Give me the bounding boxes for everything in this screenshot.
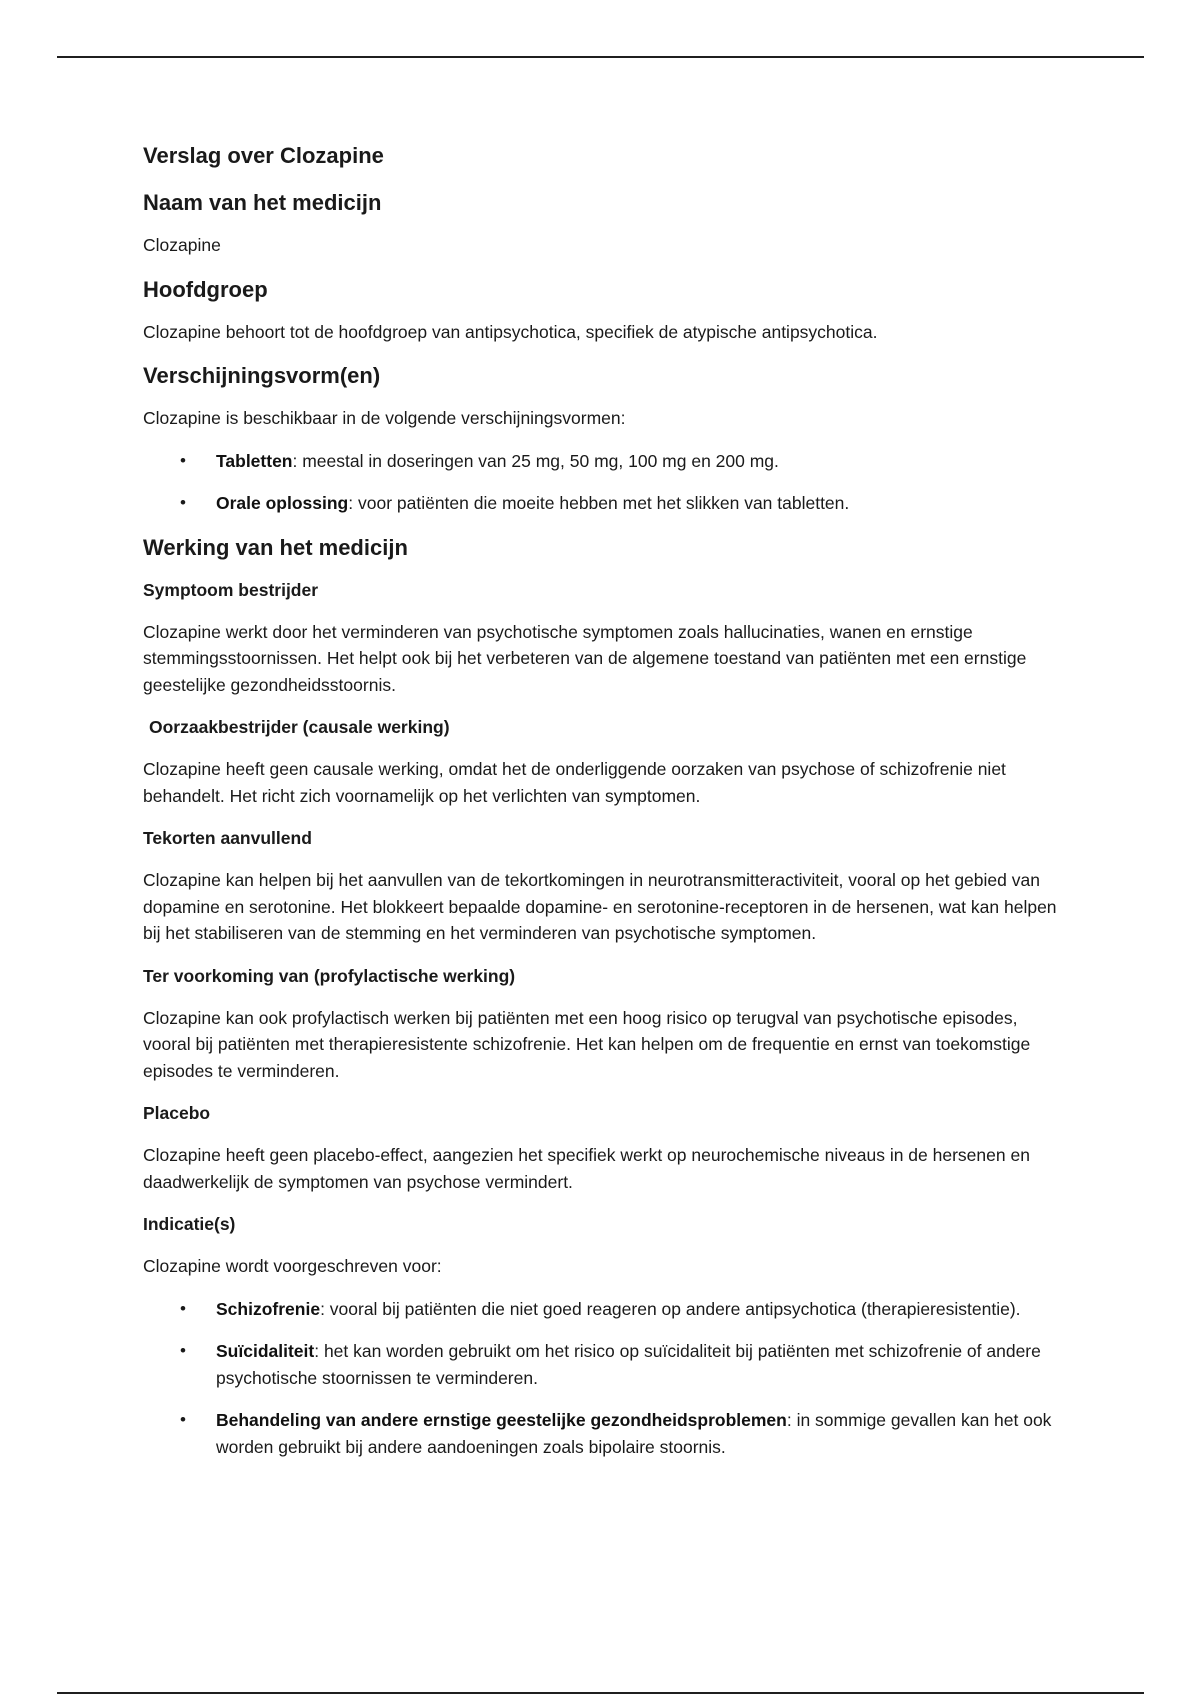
subheading-placebo: Placebo: [143, 1103, 211, 1123]
list-item-text: : meestal in doseringen van 25 mg, 50 mg, 100 mg en 200 mg.: [292, 450, 779, 471]
list-item: [143, 1407, 1063, 1460]
subheading-tekorten: Tekorten aanvullend: [143, 828, 312, 848]
list-item-term: Orale oplossing: [216, 493, 349, 513]
list-item-text: : het kan worden gebruikt om het risico op suïcidaliteit bij patiënten met schizofrenie of andere psychotische stoornissen te verminderen.: [216, 1341, 1041, 1388]
list-item-term: Tabletten: [216, 450, 293, 471]
text-verschijningsvorm-intro: Clozapine is beschikbaar in de volgende verschijningsvormen:: [143, 408, 626, 428]
subheading-indicaties: Indicatie(s): [143, 1214, 236, 1234]
list-item-term: Suïcidaliteit: [216, 1341, 315, 1361]
text-placebo: Clozapine heeft geen placebo-effect, aangezien het specifiek werkt op neurochemische niveaus in de hersenen en daadwerkelijk de symptomen van psychose vermindert.: [143, 1145, 1030, 1192]
document-title: Verslag over Clozapine: [143, 143, 384, 168]
list-item-text: : in sommige gevallen kan het ook worden gebruikt bij andere aandoeningen zoals bipolaire stoornis.: [216, 1410, 1052, 1457]
list-item-term: Schizofrenie: [216, 1298, 321, 1319]
subheading-voorkoming: Ter voorkoming van (profylactische werking): [143, 965, 516, 986]
heading-verschijningsvorm: Verschijningsvorm(en): [143, 363, 381, 388]
heading-hoofdgroep: Hoofdgroep: [143, 276, 268, 302]
bullet-icon: •: [180, 1298, 186, 1318]
list-item-text: : voor patiënten die moeite hebben met het slikken van tabletten.: [348, 493, 850, 513]
list-item-text: : vooral bij patiënten die niet goed reageren op andere antipsychotica (therapieresistentie).: [320, 1298, 1021, 1319]
bullet-icon: •: [180, 450, 186, 470]
list-item-term: Behandeling van andere ernstige geestelijke gezondheidsproblemen: [216, 1410, 787, 1430]
list-item: [143, 490, 1063, 517]
document-page: [143, 141, 1063, 1476]
text-naam: Clozapine: [143, 235, 221, 255]
text-indicaties-intro: Clozapine wordt voorgeschreven voor:: [143, 1256, 442, 1276]
subheading-oorzaak: Oorzaakbestrijder (causale werking): [149, 717, 450, 737]
top-rule: [57, 56, 1144, 58]
list-verschijningsvormen: [143, 448, 1063, 517]
bullet-icon: •: [180, 1341, 186, 1360]
heading-naam: Naam van het medicijn: [143, 190, 382, 215]
list-item: [143, 1296, 1063, 1323]
bullet-icon: •: [180, 1410, 186, 1429]
text-voorkoming: Clozapine kan ook profylactisch werken bij patiënten met een hoog risico op terugval van psychotische episodes, vooral bij patiënten met therapieresistente schizofrenie. Het kan helpen om de frequentie en ernst van toekomstige episodes te verminderen.: [143, 1007, 1031, 1081]
text-symptoom: Clozapine werkt door het verminderen van psychotische symptomen zoals hallucinaties, wanen en ernstige stemmingsstoornissen. Het helpt ook bij het verbeteren van de algemene toestand van patiënten met een ernstige geestelijke gezondheidsstoornis.: [143, 621, 1027, 695]
text-tekorten: Clozapine kan helpen bij het aanvullen van de tekortkomingen in neurotransmitteractiviteit, vooral op het gebied van dopamine en serotonine. Het blokkeert bepaalde dopamine- en serotonine-receptoren in de hersenen, wat kan helpen bij het stabiliseren van de stemming en het verminderen van psychotische symptomen.: [143, 870, 1057, 943]
list-indicaties: [143, 1296, 1063, 1461]
text-hoofdgroep: Clozapine behoort tot de hoofdgroep van antipsychotica, specifiek de atypische antipsychotica.: [143, 321, 878, 342]
bottom-rule: [57, 1692, 1144, 1694]
list-item: [143, 448, 1063, 475]
subheading-symptoom: Symptoom bestrijder: [143, 579, 319, 600]
text-oorzaak: Clozapine heeft geen causale werking, omdat het de onderliggende oorzaken van psychose of schizofrenie niet behandelt. Het richt zich voornamelijk op het verlichten van symptomen.: [143, 759, 1006, 806]
heading-werking: Werking van het medicijn: [143, 534, 408, 560]
list-item: [143, 1338, 1063, 1391]
bullet-icon: •: [180, 493, 186, 512]
